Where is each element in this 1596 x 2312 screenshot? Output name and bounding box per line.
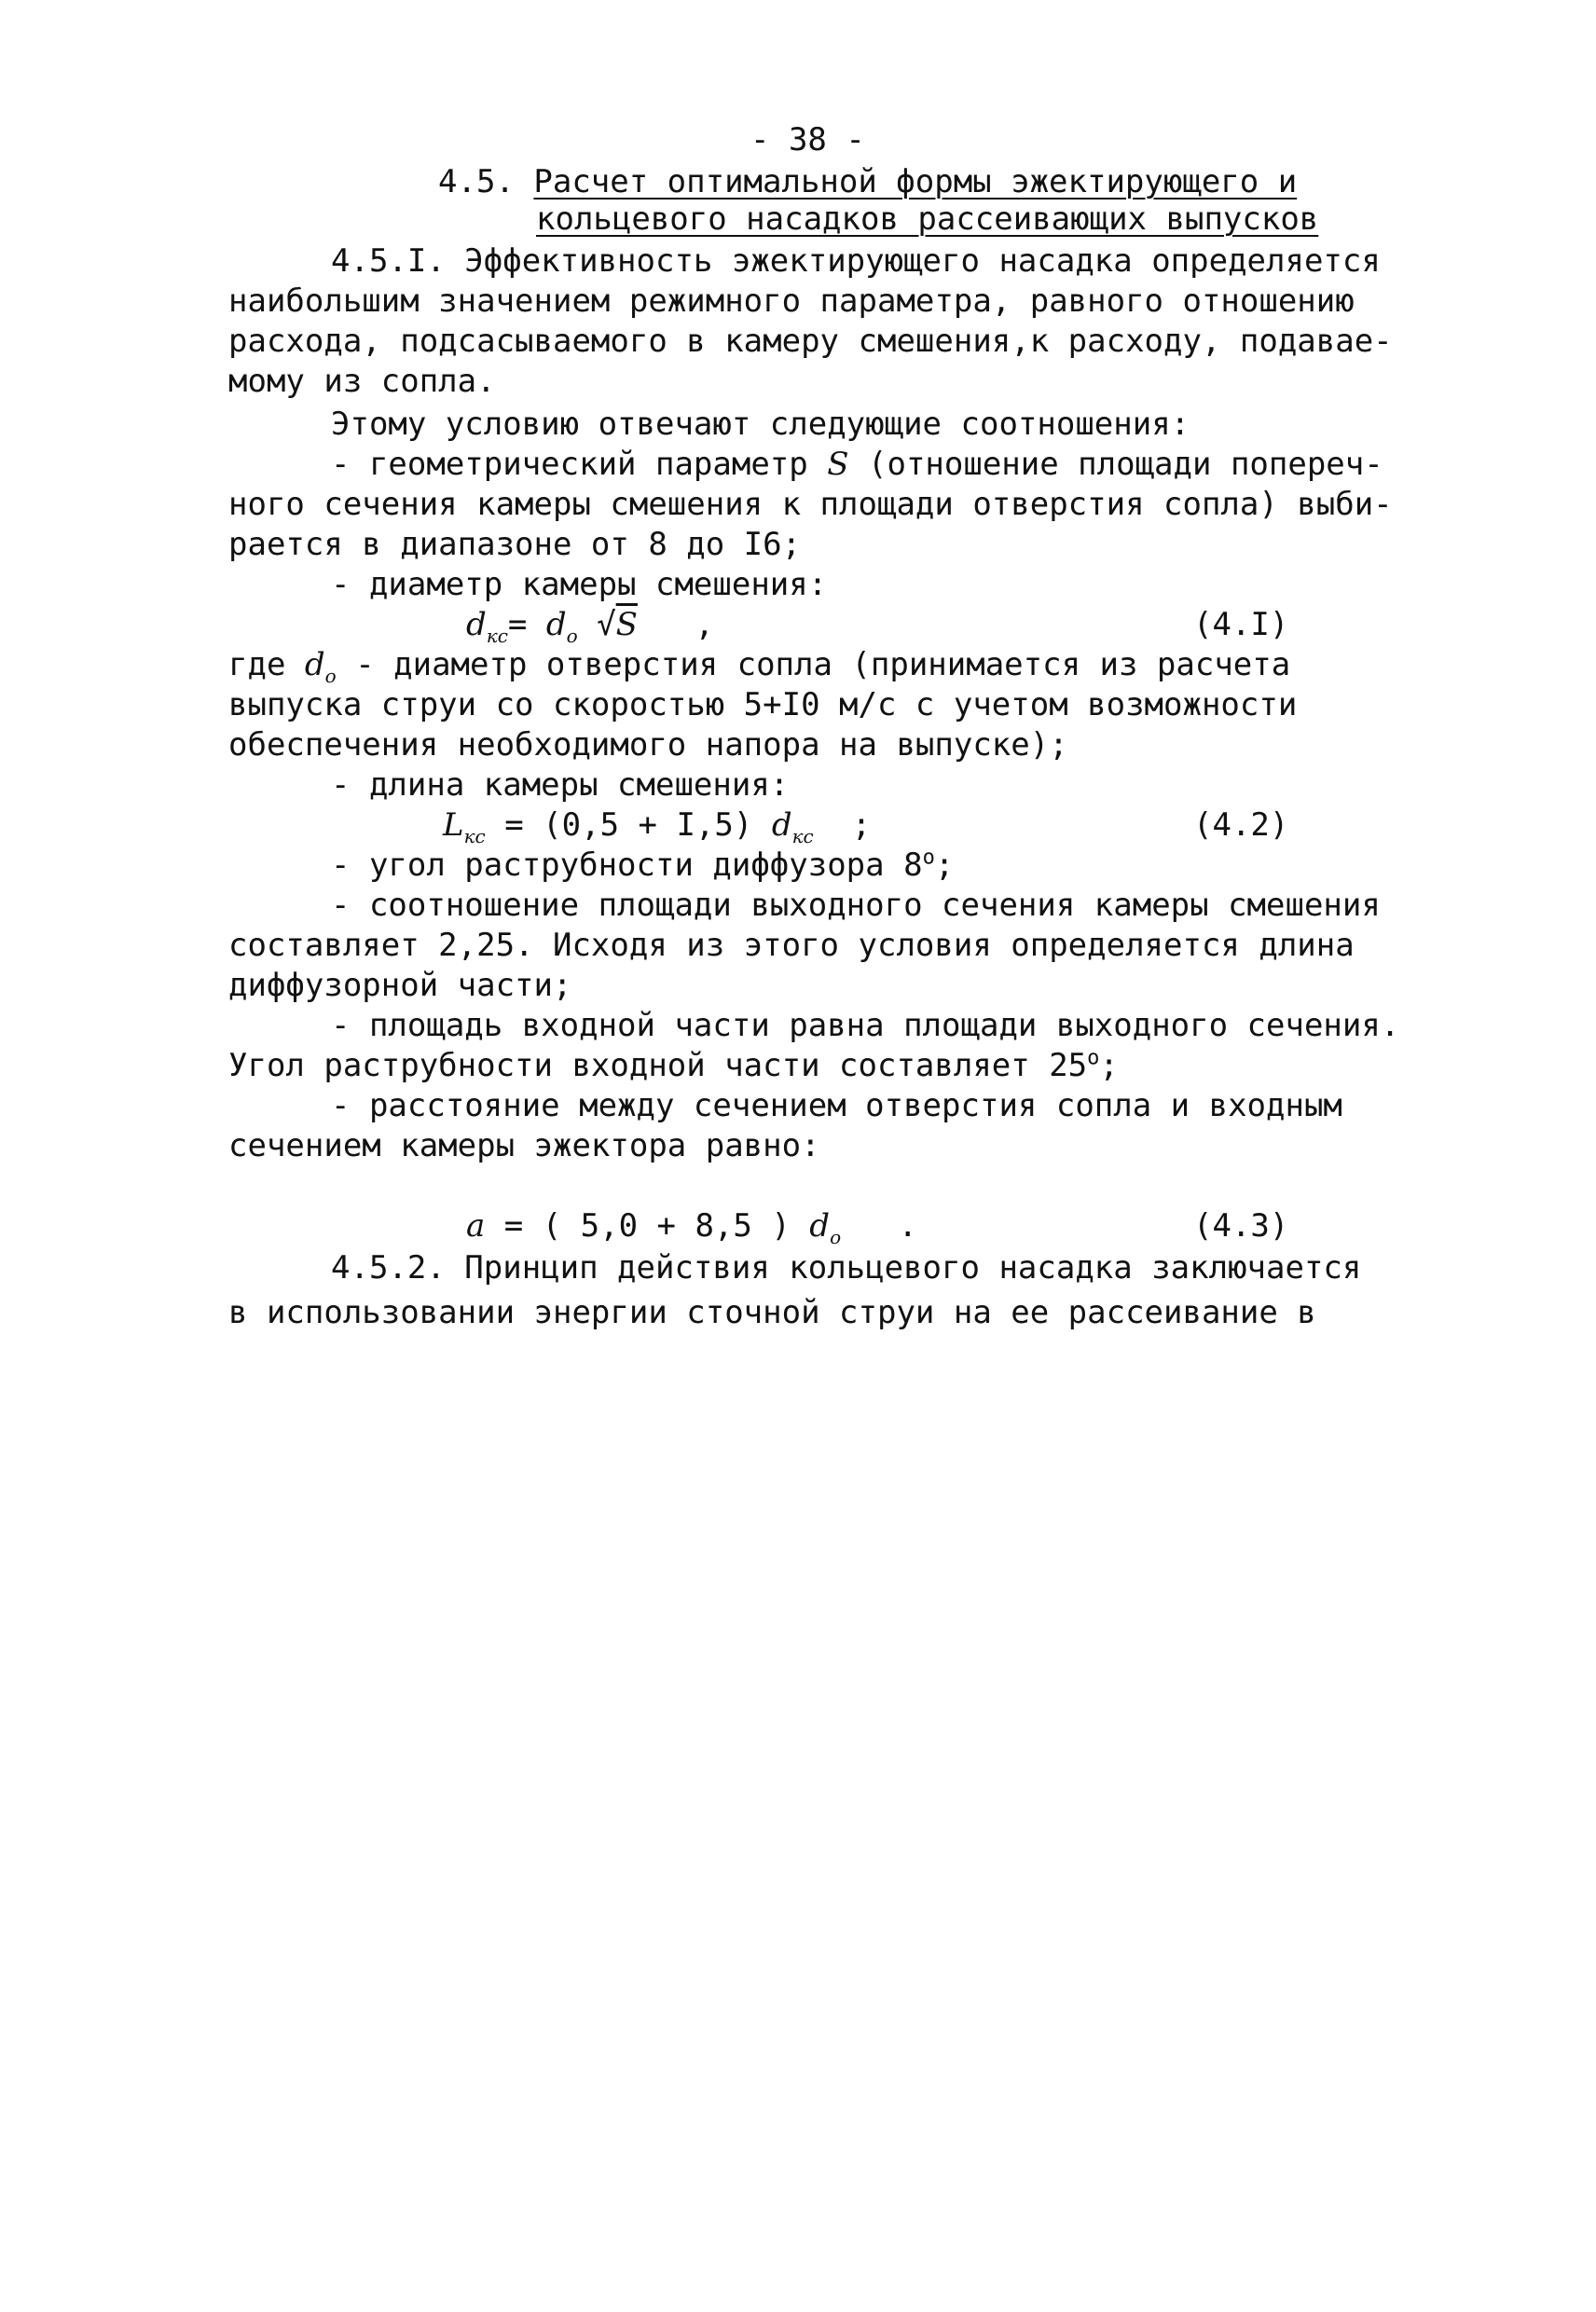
formula-body: = ( 5,0 + 8,5 ) (503, 1207, 791, 1245)
formula-symbol: d (466, 606, 487, 643)
sqrt-symbol: √ (597, 606, 616, 643)
section-heading-line1 (438, 163, 1297, 200)
paragraph-line: расхода, подсасываемого в камеру смешения,к расходу, подавае- (228, 323, 1393, 360)
paragraph-line (228, 646, 1291, 687)
paragraph-line: 4.5.2. Принцип действия кольцевого насадка заключается (331, 1249, 1362, 1287)
item-text: (отношение площади попереч- (868, 446, 1383, 483)
formula-symbol: a (466, 1207, 486, 1245)
where-text: - диаметр отверстия сопла (принимается из расчета (355, 646, 1291, 683)
list-item-line: рается в диапазоне от 8 до I6; (228, 526, 802, 563)
list-item-line (331, 846, 954, 884)
paragraph-line: выпуска струи со скоростью 5+I0 м/с с учетом возможности (228, 686, 1298, 723)
paragraph-line: обеспечения необходимого напора на выпуске); (228, 726, 1068, 764)
item-text: - геометрический параметр (331, 446, 808, 483)
formula-number: (4.3) (1193, 1207, 1289, 1245)
list-item-line: - площадь входной части равна площади выходного сечения. (331, 1007, 1400, 1044)
formula-symbol: d (304, 646, 325, 683)
variable-s: S (827, 446, 849, 483)
formula-4-3 (466, 1207, 918, 1248)
formula-tail: ; (851, 806, 872, 844)
punctuation: ; (1099, 1047, 1119, 1084)
page-number: - 38 - (750, 121, 865, 158)
list-item-line: ного сечения камеры смешения к площади отверстия сопла) выби- (228, 486, 1393, 523)
section-title-line1: Расчет оптимальной формы эжектирующего и (533, 163, 1298, 200)
paragraph-line: наибольшим значением режимного параметра, равного отношению (228, 282, 1355, 320)
list-item-line: - расстояние между сечением отверстия сопла и входным (331, 1087, 1342, 1124)
item-text: - угол раструбности диффузора 8 (331, 846, 923, 884)
punctuation: ; (934, 846, 955, 884)
paragraph-line: 4.5.I. Эффективность эжектирующего насадка определяется (331, 242, 1381, 280)
paragraph-line: мому из сопла. (228, 363, 496, 400)
list-item-line: - длина камеры смешения: (331, 766, 790, 804)
section-title-line2: кольцевого насадков рассеивающих выпусков (536, 200, 1319, 238)
formula-4-1 (466, 606, 714, 647)
formula-4-2 (443, 806, 872, 847)
list-item-line: составляет 2,25. Исходя из этого условия определяется длина (228, 927, 1355, 964)
list-item-line (331, 446, 1383, 483)
list-item-line: - диаметр камеры смешения: (331, 566, 828, 603)
list-item-line (228, 1047, 1119, 1084)
where-word: где (228, 646, 286, 683)
degree-sign: о (1087, 1046, 1100, 1070)
formula-subscript: кс (463, 824, 486, 847)
formula-equals: = (507, 606, 546, 643)
item-text: Угол раструбности входной части составляет 25 (228, 1047, 1088, 1084)
degree-sign: о (922, 846, 935, 870)
formula-symbol: L (443, 806, 464, 844)
formula-symbol: d (809, 1207, 831, 1245)
formula-tail: , (695, 606, 714, 643)
formula-subscript: о (830, 1225, 842, 1248)
formula-subscript: о (566, 624, 578, 647)
list-item-line: сечением камеры эжектора равно: (228, 1127, 820, 1164)
formula-variable: S (615, 606, 638, 643)
formula-symbol: d (771, 806, 792, 844)
formula-number: (4.2) (1193, 806, 1289, 844)
formula-number: (4.I) (1193, 606, 1289, 643)
formula-body: = (0,5 + I,5) (504, 806, 753, 844)
paragraph-line: в использовании энергии сточной струи на ее рассеивание в (228, 1294, 1316, 1331)
formula-subscript: кс (791, 824, 814, 847)
paragraph-line: Этому условию отвечают следующие соотношения: (331, 406, 1190, 443)
formula-symbol: d (545, 606, 567, 643)
list-item-line: диффузорной части; (228, 967, 572, 1004)
formula-subscript: о (324, 664, 337, 687)
section-number: 4.5. (438, 163, 515, 200)
formula-subscript: кс (486, 624, 508, 647)
list-item-line: - соотношение площади выходного сечения камеры смешения (331, 887, 1381, 924)
formula-tail: . (898, 1207, 918, 1245)
